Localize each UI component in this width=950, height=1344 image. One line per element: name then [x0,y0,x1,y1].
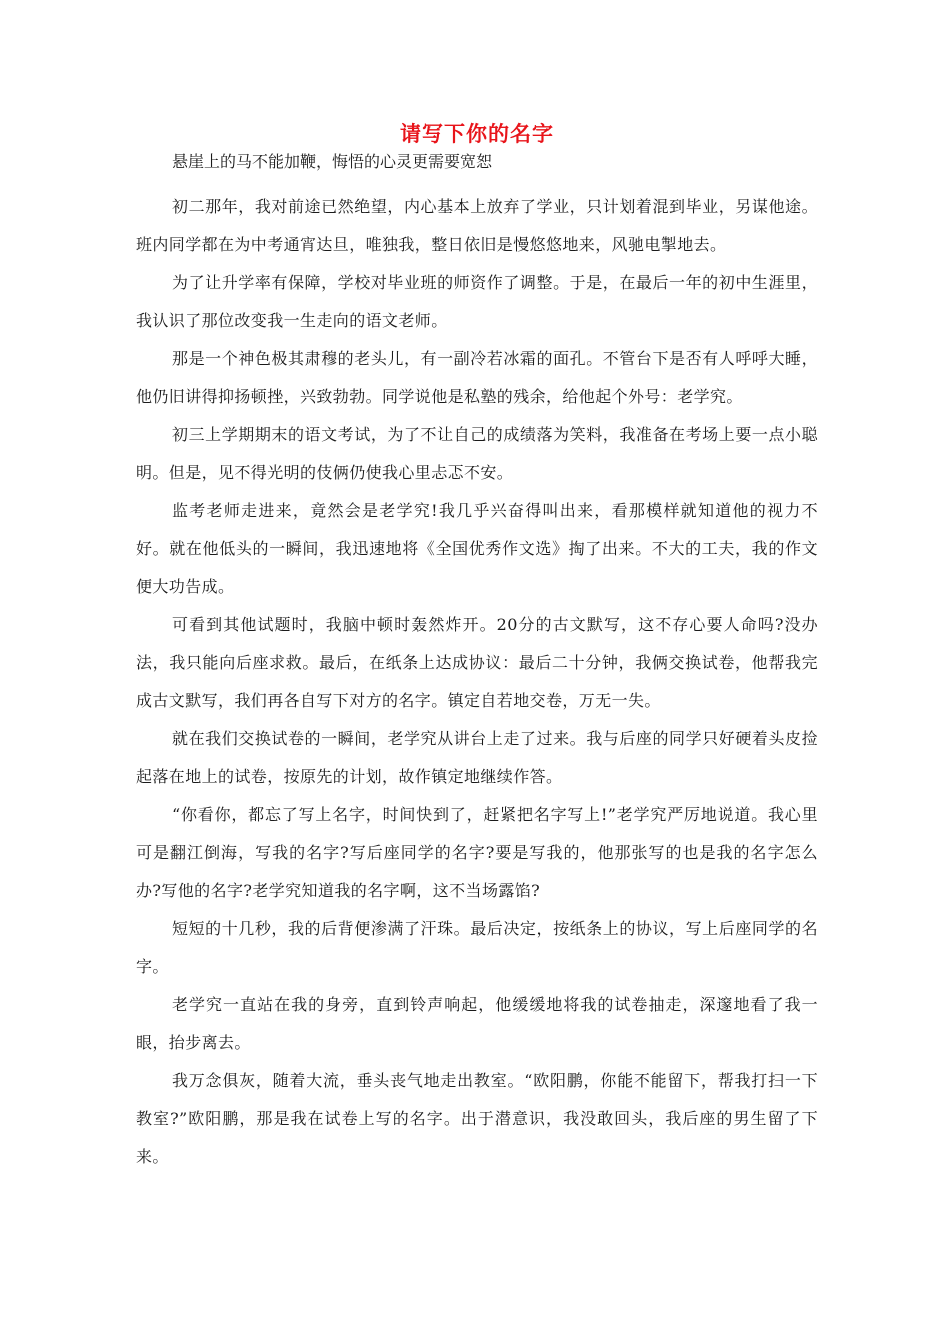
paragraph: 那是一个神色极其肃穆的老头儿，有一副冷若冰霜的面孔。不管台下是否有人呼呼大睡，他仍旧讲得抑扬顿挫，兴致勃勃。同学说他是私塾的残余，给他起个外号：老学究。 [136,349,818,406]
paragraph: 初二那年，我对前途已然绝望，内心基本上放弃了学业，只计划着混到毕业，另谋他途。班内同学都在为中考通宵达旦，唯独我，整日依旧是慢悠悠地来，风驰电掣地去。 [136,197,818,254]
paragraph: 就在我们交换试卷的一瞬间，老学究从讲台上走了过来。我与后座的同学只好硬着头皮捡起落在地上的试卷，按原先的计划，故作镇定地继续作答。 [136,729,818,786]
paragraph: 初三上学期期末的语文考试，为了不让自己的成绩落为笑料，我准备在考场上要一点小聪明。但是，见不得光明的伎俩仍使我心里忐忑不安。 [136,425,818,482]
paragraph: 监考老师走进来，竟然会是老学究!我几乎兴奋得叫出来，看那模样就知道他的视力不好。就在他低头的一瞬间，我迅速地将《全国优秀作文选》掏了出来。不大的工夫，我的作文便大功告成。 [136,501,818,596]
paragraph: 为了让升学率有保障，学校对毕业班的师资作了调整。于是，在最后一年的初中生涯里，我认识了那位改变我一生走向的语文老师。 [136,273,818,330]
paragraph: 短短的十几秒，我的后背便渗满了汗珠。最后决定，按纸条上的协议，写上后座同学的名字。 [136,919,818,976]
paragraph: “你看你，都忘了写上名字，时间快到了，赶紧把名字写上!”老学究严厉地说道。我心里可是翻江倒海，写我的名字?写后座同学的名字?要是写我的，他那张写的也是我的名字怎么办?写他的名字?老学究知道我的名字啊，这不当场露馅? [136,805,818,900]
document-subtitle: 悬崖上的马不能加鞭，悔悟的心灵更需要宽恕 [172,152,493,171]
document-title: 请写下你的名字 [400,121,554,146]
paragraph: 可看到其他试题时，我脑中顿时轰然炸开。20分的古文默写，这不存心要人命吗?没办法，我只能向后座求救。最后，在纸条上达成协议：最后二十分钟，我俩交换试卷，他帮我完成古文默写，我们再各自写下对方的名字。镇定自若地交卷，万无一失。 [136,615,818,710]
paragraph: 老学究一直站在我的身旁，直到铃声响起，他缓缓地将我的试卷抽走，深邃地看了我一眼，抬步离去。 [136,995,818,1052]
paragraph: 我万念俱灰，随着大流，垂头丧气地走出教室。“欧阳鹏，你能不能留下，帮我打扫一下教室?”欧阳鹏，那是我在试卷上写的名字。出于潜意识，我没敢回头，我后座的男生留了下来。 [136,1071,818,1166]
